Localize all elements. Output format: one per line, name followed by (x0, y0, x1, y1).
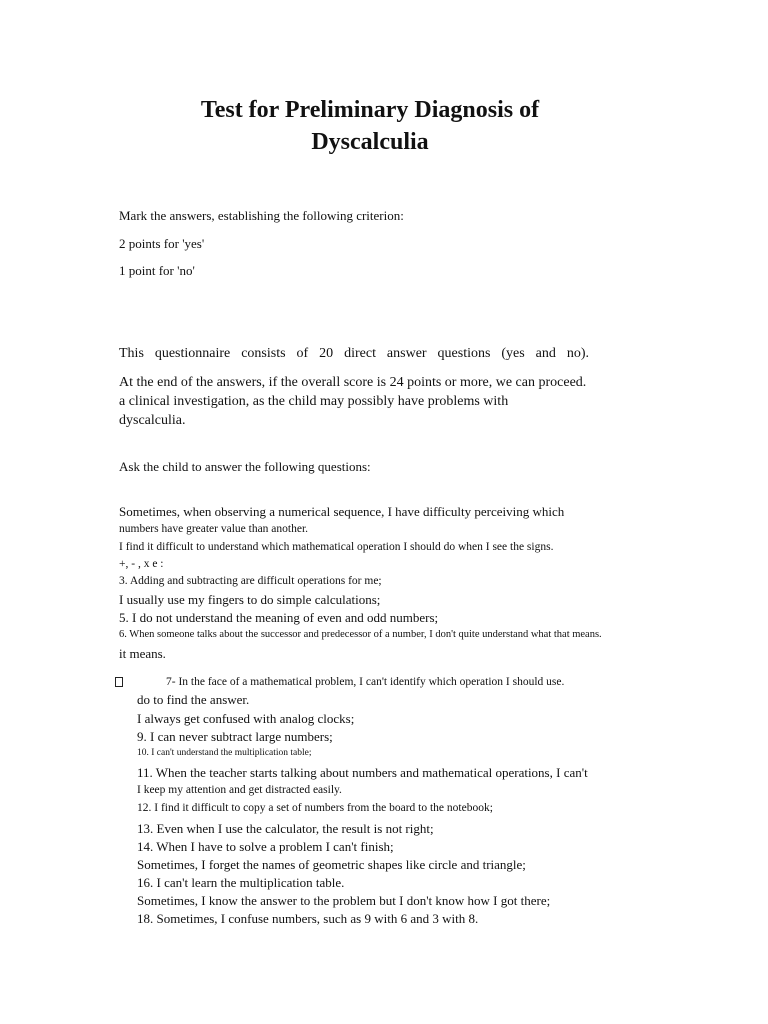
description-word: no). (566, 346, 589, 361)
description-word: answer (386, 346, 427, 361)
question-10: 10. I can't understand the multiplication table; (137, 748, 312, 758)
question-8: I always get confused with analog clocks; (137, 711, 355, 726)
title-line-2: Dyscalculia (311, 129, 429, 155)
question-5: 5. I do not understand the meaning of even and odd numbers; (119, 610, 439, 625)
missing-glyph-icon (115, 677, 123, 687)
description-word: This (119, 346, 144, 361)
title-line-1: Test for Preliminary Diagnosis of (200, 97, 540, 123)
question-1-line-1: Sometimes, when observing a numerical sequence, I have difficulty perceiving which (119, 504, 565, 519)
description-paragraph-2-line-3: dyscalculia. (119, 413, 186, 428)
description-word: and (535, 346, 556, 361)
criterion-no: 1 point for 'no' (119, 263, 195, 278)
question-16: 16. I can't learn the multiplication table. (137, 875, 345, 890)
question-1-line-2: numbers have greater value than another. (119, 523, 309, 535)
description-word: of (296, 346, 309, 361)
description-word: questions (437, 346, 491, 361)
question-17: Sometimes, I know the answer to the problem but I don't know how I got there; (137, 893, 551, 908)
description-paragraph-2-line-1: At the end of the answers, if the overall score is 24 points or more, we can proceed. (119, 375, 587, 390)
description-paragraph-2-line-2: a clinical investigation, as the child may possibly have problems with (119, 394, 509, 409)
question-4: I usually use my fingers to do simple calculations; (119, 592, 381, 607)
description-word: questionnaire (154, 346, 231, 361)
description-paragraph-1 (119, 346, 589, 362)
criterion-intro: Mark the answers, establishing the following criterion: (119, 208, 404, 223)
question-7-line-2: do to find the answer. (137, 692, 250, 707)
description-word: (yes (501, 346, 525, 361)
question-7-line-1: 7- In the face of a mathematical problem, I can't identify which operation I should use. (166, 676, 565, 688)
question-15: Sometimes, I forget the names of geometric shapes like circle and triangle; (137, 857, 526, 872)
question-2-line-2: +, - , x e : (119, 558, 164, 570)
description-word: direct (344, 346, 376, 361)
question-13: 13. Even when I use the calculator, the result is not right; (137, 821, 434, 836)
question-12: 12. I find it difficult to copy a set of numbers from the board to the notebook; (137, 802, 493, 814)
question-11-line-2: I keep my attention and get distracted easily. (137, 784, 342, 796)
question-6-line-1: 6. When someone talks about the successor and predecessor of a number, I don't quite understand what that means. (119, 629, 602, 640)
question-11-line-1: 11. When the teacher starts talking about numbers and mathematical operations, I can't (137, 765, 588, 780)
question-9: 9. I can never subtract large numbers; (137, 729, 333, 744)
question-18: 18. Sometimes, I confuse numbers, such as 9 with 6 and 3 with 8. (137, 911, 479, 926)
question-6-line-2: it means. (119, 646, 166, 661)
description-word: 20 (319, 346, 334, 361)
question-14: 14. When I have to solve a problem I can't finish; (137, 839, 394, 854)
criterion-yes: 2 points for 'yes' (119, 236, 205, 251)
question-3: 3. Adding and subtracting are difficult operations for me; (119, 575, 382, 587)
description-word: consists (241, 346, 286, 361)
instruction-text: Ask the child to answer the following questions: (119, 459, 371, 474)
question-2-line-1: I find it difficult to understand which mathematical operation I should do when I see the signs. (119, 541, 554, 553)
